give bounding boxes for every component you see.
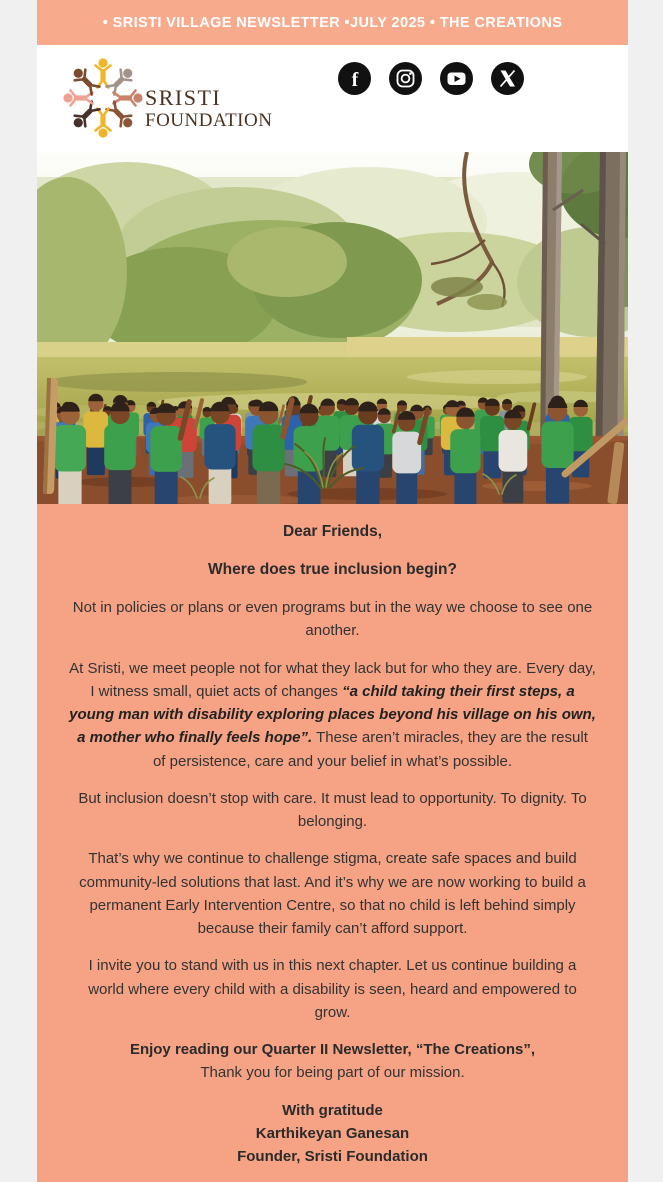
letter-paragraph-2 <box>69 657 596 773</box>
letter-closing-regular: Thank you for being part of our mission. <box>200 1064 465 1082</box>
group-photo-lake-scene <box>37 152 628 504</box>
letter-question: Where does true inclusion begin? <box>208 561 457 579</box>
hero-photo <box>37 152 628 504</box>
letter-paragraph-1: Not in policies or plans or even programs but in the way we choose to see one another. <box>72 599 593 640</box>
brand-logo <box>57 53 275 148</box>
letter-paragraph-2-quote: “a child taking their first steps, a young man with disability exploring places beyond his village on his own, a mother who finally feels hope”. <box>69 682 596 747</box>
newsletter-container <box>37 0 628 1166</box>
letter-paragraph-4: That’s why we continue to challenge stigma, create safe spaces and build community-led solutions that last. And it’s why we are now working to build a permanent Early Intervention Centre, so that no child is left behind simply because their family can’t afford support. <box>79 850 586 938</box>
letter-signoff <box>69 1099 596 1169</box>
signoff-line-3: Founder, Sristi Foundation <box>237 1148 428 1166</box>
letter-paragraph-2-start: At Sristi, we meet people not for what they lack but for who they are. Every day, I witness small, quiet acts of changes <box>69 659 596 700</box>
letter-salutation: Dear Friends, <box>282 523 383 540</box>
letter-paragraph-3: But inclusion doesn’t stop with care. It must lead to opportunity. To dignity. To belonging. <box>78 789 587 831</box>
x-icon[interactable] <box>491 62 524 95</box>
letter-paragraph-2-end: These aren’t miracles, they are the result of persistence, care and your belief in what’s possible. <box>152 729 588 770</box>
header-banner <box>37 0 628 45</box>
letter-closing-bold: Enjoy reading our Quarter II Newsletter, “The Creations”, <box>129 1041 536 1059</box>
header-title: • SRISTI VILLAGE NEWSLETTER •JULY 2025 • THE CREATIONS <box>102 14 563 31</box>
svg-text:f: f <box>351 69 359 91</box>
youtube-icon[interactable] <box>440 62 473 95</box>
brand-name-line2: FOUNDATION <box>145 110 273 131</box>
letter-closing <box>69 1038 596 1085</box>
social-links <box>338 62 524 95</box>
letter-section <box>37 504 628 1182</box>
letter-paragraph-5: I invite you to stand with us in this next chapter. Let us continue building a world where every child with a disability is seen, heard and empowered to grow. <box>88 957 577 1021</box>
facebook-icon[interactable] <box>338 62 371 95</box>
signoff-line-1: With gratitude <box>282 1101 383 1119</box>
instagram-icon[interactable] <box>389 62 422 95</box>
signoff-line-2: Karthikeyan Ganesan <box>255 1124 410 1142</box>
circle-of-people-icon <box>57 53 275 143</box>
brand-name-line1: SRISTI <box>145 85 222 110</box>
logo-band <box>37 45 628 152</box>
